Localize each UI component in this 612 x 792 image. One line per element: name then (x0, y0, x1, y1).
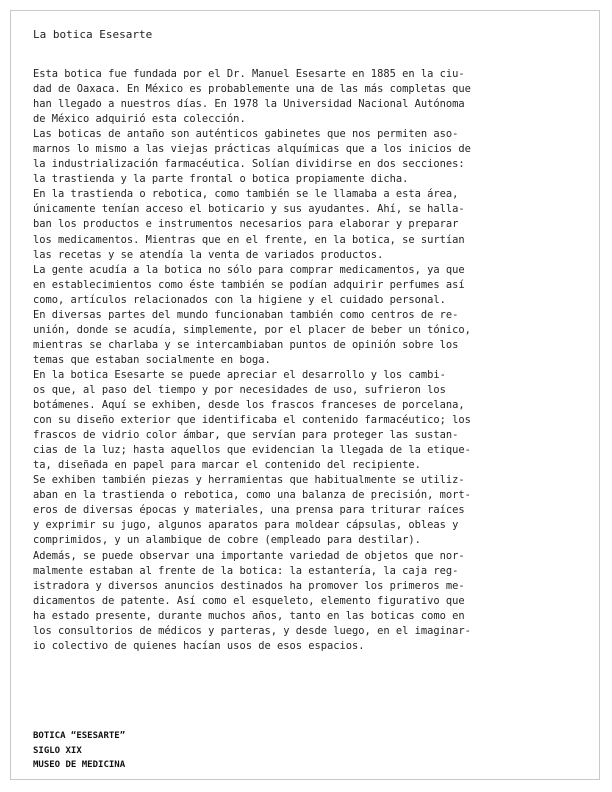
text-line: ban los productos e instrumentos necesarios para elaborar y preparar (33, 218, 459, 231)
text-line: los medicamentos. Mientras que en el frente, en la botica, se surtían (33, 233, 465, 246)
text-line: ha estado presente, durante muchos años, tanto en las boticas como en (33, 609, 465, 622)
text-line: Además, se puede observar una importante variedad de objetos que nor- (33, 549, 465, 562)
text-line: botámenes. Aquí se exhiben, desde los frascos franceses de porcelana, (33, 399, 465, 412)
document-title: La botica Esesarte (33, 28, 153, 41)
document-footer (33, 729, 125, 773)
footer-line-name: BOTICA “ESESARTE” (33, 731, 126, 741)
document-page (10, 10, 600, 780)
text-line: En la botica Esesarte se puede apreciar el desarrollo y los cambi- (33, 368, 446, 381)
text-line: y exprimir su jugo, algunos aparatos para moldear cápsulas, obleas y (33, 519, 459, 532)
text-line: La gente acudía a la botica no sólo para comprar medicamentos, ya que (33, 263, 465, 276)
text-line: comprimidos, y un alambique de cobre (empleado para destilar). (33, 534, 421, 547)
text-line: Esta botica fue fundada por el Dr. Manuel Esesarte en 1885 en la ciu- (33, 68, 465, 80)
text-line: cias de la luz; hasta aquellos que evidencian la llegada de la etique- (33, 444, 471, 457)
text-line: en establecimientos como éste también se podían adquirir perfumes así (33, 278, 465, 291)
text-line: mientras se charlaba y se intercambiaban puntos de opinión sobre los (33, 338, 459, 351)
text-line: con su diseño exterior que identificaba el contenido farmacéutico; los (33, 414, 471, 427)
text-line: los consultorios de médicos y parteras, y desde luego, en el imaginar- (33, 624, 471, 637)
text-line: de México adquirió esta colección. (33, 113, 246, 126)
text-line: ta, diseñada en papel para marcar el contenido del recipiente. (33, 459, 421, 472)
text-line: io colectivo de quienes hacían usos de esos espacios. (33, 639, 365, 652)
text-line: frascos de vidrio color ámbar, que servían para proteger las sustan- (33, 429, 459, 442)
text-line: la trastienda y la parte frontal o botica propiamente dicha. (33, 173, 409, 186)
text-line: os que, al paso del tiempo y por necesidades de uso, sufrieron los (33, 383, 446, 396)
text-line: la industrialización farmacéutica. Solían dividirse en dos secciones: (33, 158, 465, 171)
document-body (33, 67, 589, 654)
text-line: istradora y diversos anuncios destinados ha promover los primeros me- (33, 579, 465, 592)
text-line: En diversas partes del mundo funcionaban también como centros de re- (33, 308, 459, 321)
text-line: han llegado a nuestros días. En 1978 la Universidad Nacional Autónoma (33, 98, 465, 111)
text-line: aban en la trastienda o rebotica, como una balanza de precisión, mort- (33, 489, 471, 502)
text-line: dicamentos de patente. Así como el esqueleto, elemento figurativo que (33, 594, 465, 607)
footer-line-century: SIGLO XIX (33, 745, 82, 756)
footer-line-museum: MUSEO DE MEDICINA (33, 760, 126, 770)
text-line: marnos lo mismo a las viejas prácticas alquímicas que a los inicios de (33, 143, 471, 156)
text-line: como, artículos relacionados con la higiene y el cuidado personal. (33, 293, 446, 306)
text-line: únicamente tenían acceso el boticario y sus ayudantes. Ahí, se halla- (33, 203, 465, 216)
text-line: Las boticas de antaño son auténticos gabinetes que nos permiten aso- (33, 128, 459, 141)
text-line: temas que estaban socialmente en boga. (33, 353, 271, 366)
text-line: dad de Oaxaca. En México es probablemente una de las más completas que (33, 83, 471, 96)
text-line: En la trastienda o rebotica, como también se le llamaba a esta área, (33, 188, 459, 201)
text-line: Se exhiben también piezas y herramientas que habitualmente se utiliz- (33, 474, 465, 487)
text-line: las recetas y se atendía la venta de variados productos. (33, 248, 384, 261)
text-line: unión, donde se acudía, simplemente, por el placer de beber un tónico, (33, 323, 471, 336)
text-line: malmente estaban al frente de la botica: la estantería, la caja reg- (33, 564, 459, 577)
text-line: eros de diversas épocas y materiales, una prensa para triturar raíces (33, 504, 465, 517)
